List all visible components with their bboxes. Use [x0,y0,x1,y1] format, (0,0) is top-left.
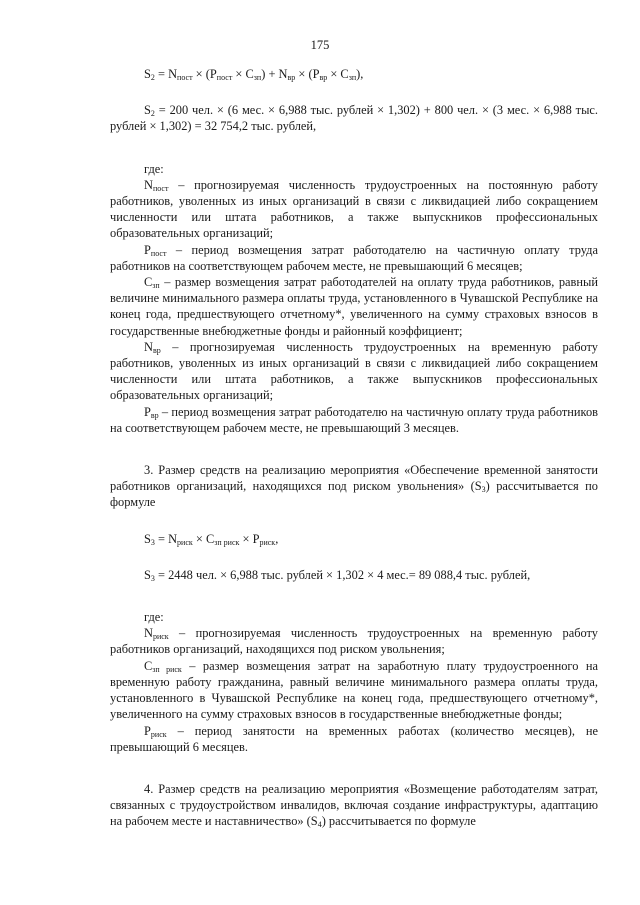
definition-n-vr: $N_{вр}$ – прогнозируемая численность трудоустроенных на временную работу работников, уволенных из иных организаций в связи с ликвидацией либо сокращением численности или штата работников, а также выпускников профессиональных образовательных организаций; [110,339,598,403]
where-label-2: где: [144,610,164,625]
calculation-s2: $S_2 = 200$ чел. × (6 мес. × 6,988 тыс. рублей × 1,302) + 800 чел. × (3 мес. × 6,988 тыс. рублей × 1,302) = 32 754,2 тыс. рублей, [110,103,598,134]
section-3-paragraph: 3. Размер средств на реализацию мероприятия «Обеспечение временной занятости работников организаций, находящихся под риском увольнения» $(S_3)$ рассчитывается по формуле [110,463,598,510]
definition-p-vr: $P_{вр}$ – период возмещения затрат работодателю на частичную оплату труда работников на соответствующем рабочем месте, не превышающий 3 месяцев. [110,404,598,435]
definition-p-post: $P_{пост}$ – период возмещения затрат работодателю на частичную оплату труда работников на соответствующем рабочем месте, не превышающий 6 месяцев; [110,242,598,273]
formula-s3: $S_3 = N_{риск} \times C_{зп риск} \times P_{риск}$, [144,531,279,547]
definition-p-risk: $P_{риск}$ – период занятости на временных работах (количество месяцев), не превышающий 6 месяцев. [110,723,598,754]
page-number: 175 [310,38,330,52]
document-body [110,66,598,830]
definition-n-risk: $N_{риск}$ – прогнозируемая численность трудоустроенных на временную работу работников организаций, находящихся под риском увольнения; [110,626,598,657]
definition-c-zp: $C_{зп}$ – размер возмещения затрат работодателей на оплату труда работников, равный величине минимального размера оплаты труда, установленного в Чувашской Республике на конец года, предшествующего отчетному*, увеличенного на сумму страховых взносов в государственные внебюджетные фонды и районный коэффициент; [110,275,598,338]
section-4-paragraph: 4. Размер средств на реализацию мероприятия «Возмещение работодателям затрат, связанных с трудоустройством инвалидов, включая создание инфраструктуры, адаптацию на рабочем месте и наставничество» $(S_4)$ рассчитывается по формуле [110,781,598,830]
calculation-s3: $S_3 = 2448$ чел. × 6,988 тыс. рублей × 1,302 × 4 мес.= 89 088,4 тыс. рублей, [144,567,531,583]
definition-c-zp-risk: $C_{зп риск}$ – размер возмещения затрат на заработную плату трудоустроенного на временную работу гражданина, равный величине минимального размера оплаты труда, установленного в Чувашской Республике на конец года, предшествующего отчетному*, увеличенного на сумму страховых взносов в государственные внебюджетные фонды; [110,658,598,722]
formula-s2: $S_2 = N_{пост} \times (P_{пост} \times C_{зп}) + N_{вр} \times (P_{вр} \times C_{зп})$, [144,67,364,82]
where-label: где: [144,161,164,176]
definition-n-post: $N_{пост}$ – прогнозируемая численность трудоустроенных на постоянную работу работников, уволенных из иных организаций в связи с ликвидацией либо сокращением численности или штата работников, а также выпускников профессиональных образовательных организаций; [110,177,598,241]
